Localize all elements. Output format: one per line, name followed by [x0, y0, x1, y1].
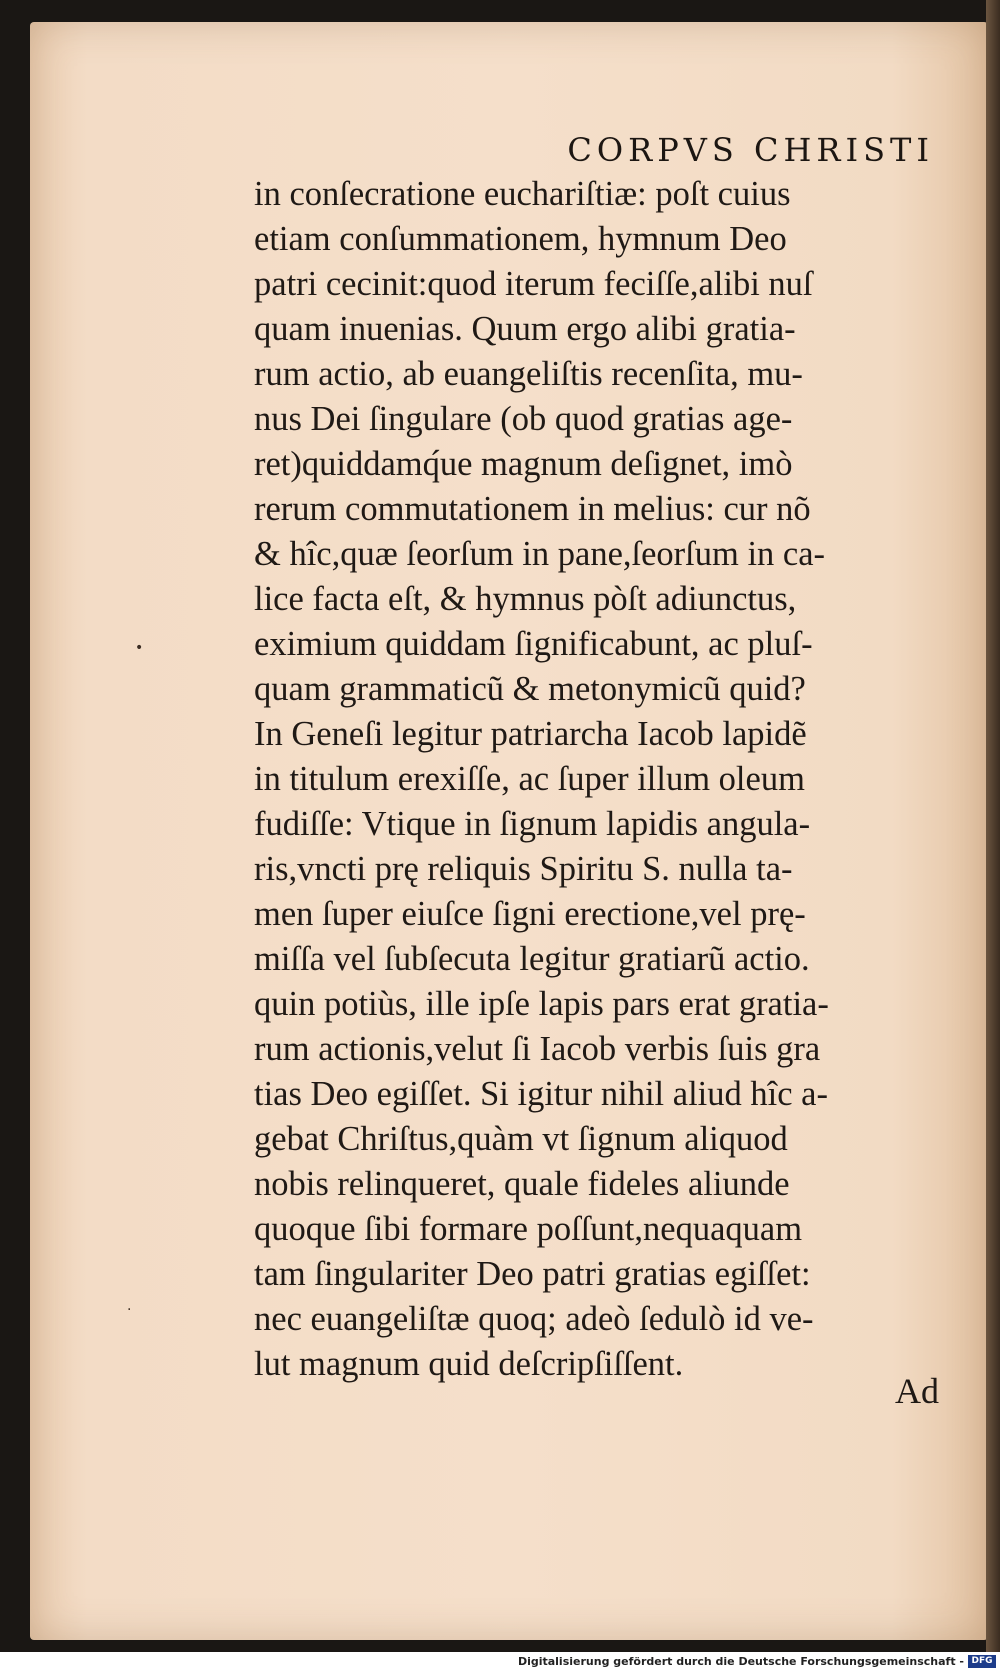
text-line: rum actio, ab euangeliſtis recenſita, mu- — [254, 355, 803, 393]
catchword: Ad — [895, 1371, 939, 1411]
text-line: nus Dei ſingulare (ob quod gratias age- — [254, 400, 793, 438]
text-line: tam ſingulariter Deo patri gratias egiſſet: — [254, 1255, 811, 1293]
text-line: & hîc,quæ ſeorſum in pane,ſeorſum in ca- — [254, 535, 826, 573]
page-content — [254, 128, 954, 1387]
funding-credit: Digitalisierung gefördert durch die Deutsche Forschungsgemeinschaft - — [517, 1655, 964, 1668]
text-line: quoque ſibi formare poſſunt,nequaquam — [254, 1210, 803, 1248]
text-line: lice facta eſt, & hymnus pòſt adiunctus, — [254, 580, 797, 618]
text-line: patri cecinit:quod iterum feciſſe,alibi nuſ — [254, 265, 813, 303]
text-line: in conſecratione euchariſtiæ: poſt cuius — [254, 175, 791, 213]
body-text — [254, 172, 954, 1387]
page-edge — [986, 0, 1000, 1652]
text-line: quin potiùs, ille ipſe lapis pars erat gratia- — [254, 985, 829, 1023]
text-line: rerum commutationem in melius: cur nõ — [254, 490, 811, 528]
text-line: etiam conſummationem, hymnum Deo — [254, 220, 787, 258]
footer-bar — [0, 1652, 1000, 1673]
text-line: In Geneſi legitur patriarcha Iacob lapidẽ — [254, 715, 807, 753]
text-line: rum actionis,velut ſi Iacob verbis ſuis gra — [254, 1030, 821, 1068]
text-line: quam grammaticũ & metonymicũ quid? — [254, 670, 806, 708]
text-line: miſſa vel ſubſecuta legitur gratiarũ actio. — [254, 940, 810, 978]
text-line: ret)quiddamq́ue magnum deſignet, imò — [254, 445, 793, 483]
margin-dot: · — [127, 1302, 132, 1318]
text-line: quam inuenias. Quum ergo alibi gratia- — [254, 310, 796, 348]
text-line: lut magnum quid deſcripſiſſent. — [254, 1345, 684, 1383]
running-head: CORPVS CHRISTI — [567, 131, 934, 169]
text-line: ris,vncti prę reliquis Spiritu S. nulla ta- — [254, 850, 793, 888]
text-line: nec euangeliſtæ quoq; adeò ſedulò id ve- — [254, 1300, 814, 1338]
text-line: gebat Chriſtus,quàm vt ſignum aliquod — [254, 1120, 788, 1158]
text-line: men ſuper eiuſce ſigni erectione,vel prę- — [254, 895, 806, 933]
text-line: eximium quiddam ſignificabunt, ac pluſ- — [254, 625, 813, 663]
text-line: nobis relinqueret, quale fideles aliunde — [254, 1165, 790, 1203]
dfg-logo-icon: DFG — [968, 1655, 996, 1668]
text-line: in titulum erexiſſe, ac ſuper illum oleum — [254, 760, 805, 798]
text-line: tias Deo egiſſet. Si igitur nihil aliud hîc a- — [254, 1075, 828, 1113]
margin-dot: • — [135, 640, 144, 656]
text-line: fudiſſe: Vtique in ſignum lapidis angula- — [254, 805, 811, 843]
